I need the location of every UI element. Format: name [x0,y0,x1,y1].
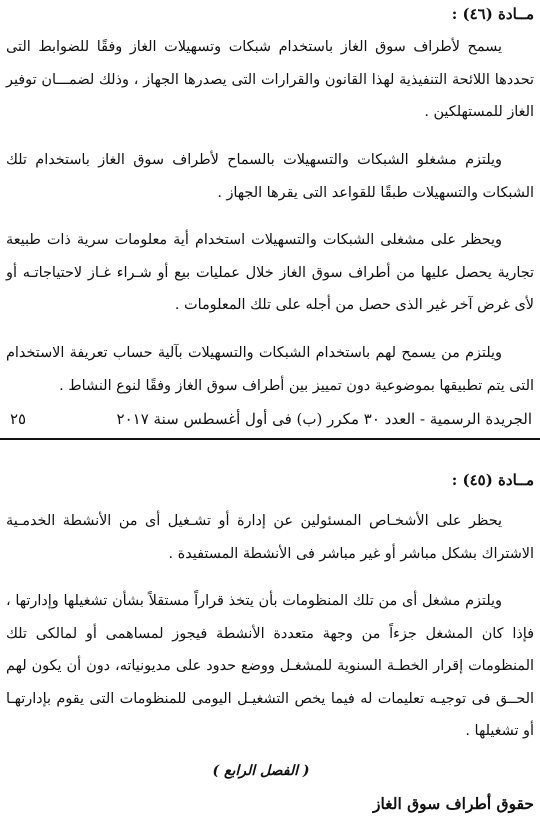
article-45-paragraph-2: ويلتزم مشغل أى من تلك المنظومات بأن يتخذ قراراً مستقلاً بشأن تشغيلها وإدارتها ، فإذا كان المشغل جزءاً من وجهة متعددة الأنشطة فيجوز لمساهمى أو لمالكى تلك المنظومات إقرار الخطـة السنوية للمشغـل ووضع حدود على مديونياته، دون أن يكون لهم الحــق فى توجيـه تعليمات له فيما يخص التشغيـل اليومى للمنظومات التى يقوم بإدارتهـا أو تشغيلها . [6,593,534,739]
section-title: حقوق أطراف سوق الغاز [373,794,534,813]
article-46-paragraph-2: ويلتزم مشغلو الشبكات والتسهيلات بالسماح لأطراف سوق الغاز باستخدام تلك الشبكات والتسهيلات طبقًا للقواعد التى يقرها الجهاز . [6,152,534,201]
gazette-issue-line: الجريدة الرسمية - العدد ٣٠ مكرر (ب) فى أول أغسطس سنة ٢٠١٧ [116,410,532,428]
page-divider [0,438,540,440]
article-45-paragraph-1: يحظر على الأشخـاص المسئولين عن إدارة أو تشـغيل أى من الأنشطة الخدمـية الاشتراك بشكل مباشر أو غير مباشر فى الأنشطة المستفيدة . [6,513,534,562]
chapter-label: ( الفصل الرابع ) [212,763,310,779]
page-number: ٢٥ [10,410,27,428]
article-46-heading: مــادة (٤٦) : [451,5,534,23]
article-45-heading: مــادة (٤٥) : [451,471,534,489]
gazette-footer [10,404,532,434]
article-46-paragraph-1: يسمح لأطراف سوق الغاز باستخدام شبكات وتسهيلات الغاز وفقًا للضوابط التى تحددها اللائحة التنفيذية لهذا القانون والقرارات التى يصدرها الجهاز ، وذلك لضمـــان توفير الغاز للمستهلكين . [6,39,534,120]
article-46-paragraph-3: ويحظر على مشغلى الشبكات والتسهيلات استخدام أية معلومات سرية ذات طبيعة تجارية يحصل عليها من أطراف سوق الغاز خلال عمليات بيع أو شـراء غـاز لاحتياجاتـه أو لأى غرض آخر غير الذى حصل من أجله على تلك المعلومات . [6,232,534,313]
article-46-paragraph-4: ويلتزم من يسمح لهم باستخدام الشبكات والتسهيلات بآلية حساب تعريفة الاستخدام التى يتم تطبيقها بموضوعية دون تمييز بين أطراف سوق الغاز وفقًا لنوع النشاط . [6,345,534,394]
